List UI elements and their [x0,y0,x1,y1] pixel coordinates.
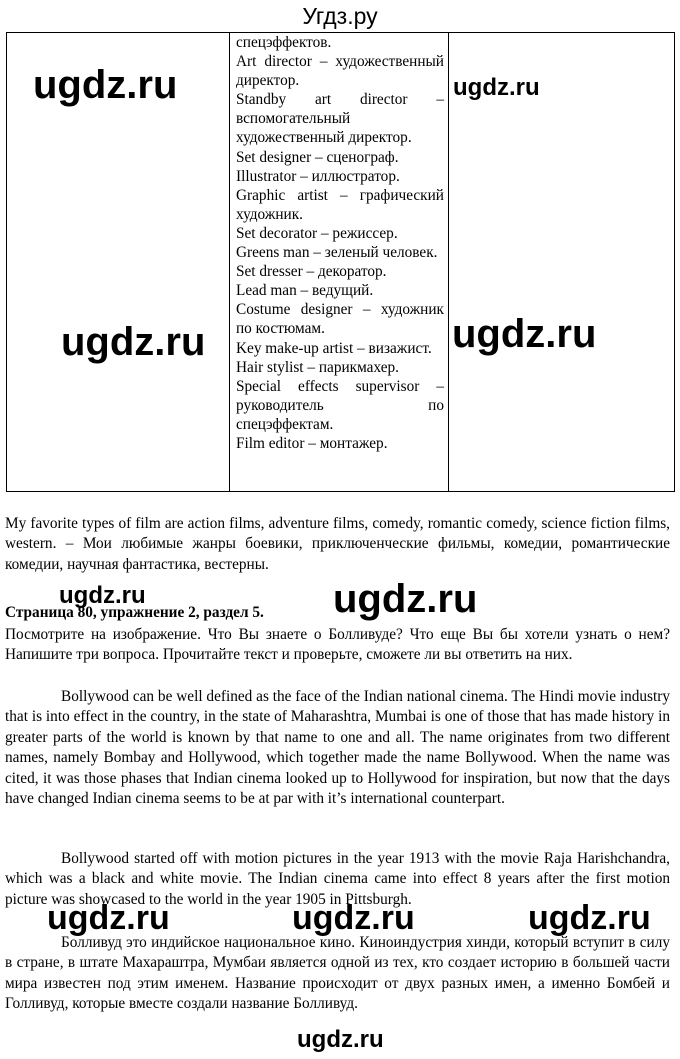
watermark: ugdz.ru [33,63,178,107]
term-item: Art director – художественный директор. [236,53,444,90]
watermark: ugdz.ru [528,899,651,937]
term-item: Standby art director – вспомогательный художественный директор. [236,91,444,147]
bollywood-translation: Болливуд это индийское национальное кино. Киноиндустрия хинди, который вступит в силу в стране, в штате Махараштра, Мумбаи является одной из тех, кто создает историю в большей части мира известен под этим именем. Название происходит от двух разных имен, а именно Бомбей и Голливуд, которые вместе создали название Болливуд. [5,934,670,1013]
watermark: ugdz.ru [452,312,597,356]
term-item: Special effects supervisor – руководитель по спецэффектам. [236,377,444,433]
bollywood-paragraph-2: Bollywood started off with motion pictures in the year 1913 with the movie Raja Harishchandra, which was a black and white movie. The Indian cinema came into effect 8 years after the first motion picture was showcased to the world in the year 1905 in Pittsburgh. [5,850,670,908]
site-title: Угдз.ру [302,3,378,29]
term-list [230,33,448,453]
watermark: ugdz.ru [59,582,146,609]
term-item: Graphic artist – графический художник. [236,186,444,223]
exercise-heading: Страница 80, упражнение 2, раздел 5. [5,604,264,621]
term-item: Illustrator – иллюстратор. [236,167,400,185]
term-item: Set designer – сценограф. [236,148,399,166]
term-item: спецэффектов. [236,34,332,51]
term-item: Costume designer – художник по костюмам. [236,301,444,338]
term-item: Film editor – монтажер. [236,434,388,452]
watermark: ugdz.ru [297,1026,384,1053]
watermark: ugdz.ru [47,899,170,937]
term-item: Set decorator – режиссер. [236,224,398,242]
term-item: Key make-up artist – визажист. [236,339,432,357]
task-paragraph: Посмотрите на изображение. Что Вы знаете о Болливуде? Что еще Вы бы хотели узнать о нем? Напишите три вопроса. Прочитайте текст и проверьте, сможете ли вы ответить на них. [5,626,670,664]
favorite-films-paragraph: My favorite types of film are action films, adventure films, comedy, romantic comedy, science fiction films, western. – Мои любимые жанры боевики, приключенческие фильмы, комедии, романтические комедии, научная фантастика, вестерны. [5,515,670,573]
watermark: ugdz.ru [292,899,415,937]
watermark: ugdz.ru [61,320,206,364]
term-item: Hair stylist – парикмахер. [236,358,399,376]
term-item: Greens man – зеленый человек. [236,244,438,262]
bollywood-paragraph-1: Bollywood can be well defined as the face of the Indian national cinema. The Hindi movie industry that is into effect in the country, in the state of Maharashtra, Mumbai is one of those that has made history in greater parts of the world is known by that name to one and all. The name originates from two different names, namely Bombay and Hollywood, which together made the name Bollywood. When the name was cited, it was those phases that Indian cinema looked up to Hollywood for inspiration, but now that the days have changed Indian cinema seems to be at par with it’s international counterpart. [5,688,670,808]
term-item: Lead man – ведущий. [236,282,374,300]
watermark: ugdz.ru [333,577,478,621]
watermark: ugdz.ru [453,74,540,101]
term-item: Set dresser – декоратор. [236,263,387,281]
table-cell-middle [230,33,449,492]
